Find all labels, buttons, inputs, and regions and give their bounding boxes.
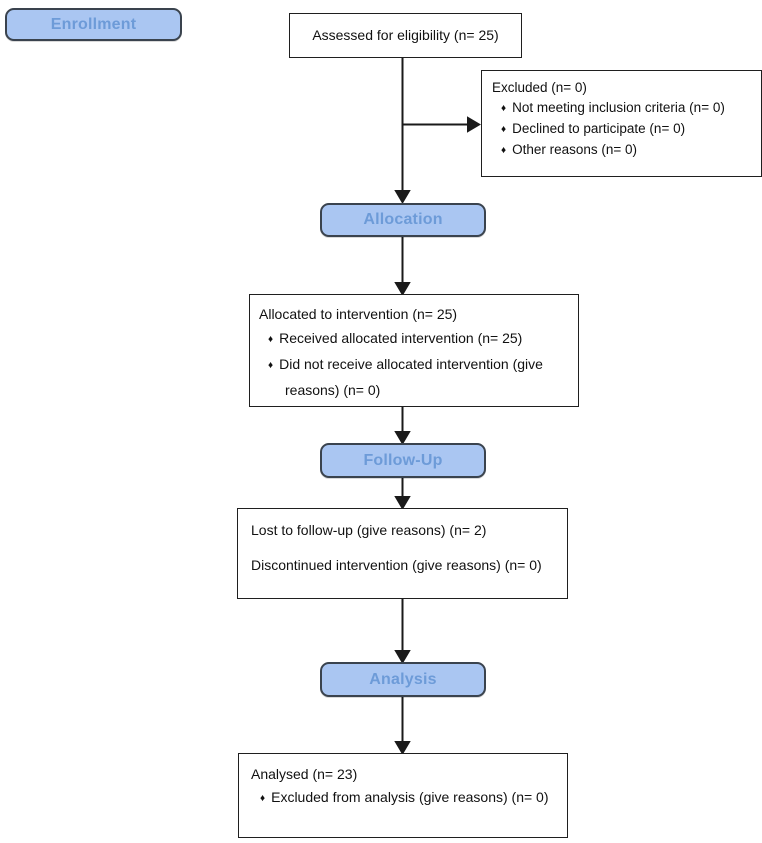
allocated-bullet-text: Received allocated intervention (n= 25) (279, 330, 523, 346)
arrow-analysis-to-analysed (396, 697, 409, 753)
enrollment-stage-pill (5, 8, 182, 41)
allocation-stage-pill (320, 203, 486, 237)
enrollment-stage-label: Enrollment (50, 15, 137, 33)
followup-outcome-box (237, 508, 568, 599)
allocation-stage-label: Allocation (363, 211, 443, 228)
arrow-assessed-to-allocation (396, 58, 409, 202)
allocated-bullet-text: Did not receive allocated intervention (give reasons) (n= 0) (279, 356, 543, 398)
analysed-bullet-item (251, 786, 559, 810)
diamond-bullet-icon: ♦ (501, 145, 507, 156)
diamond-bullet-icon: ♦ (268, 360, 274, 371)
followup-stage-pill (320, 443, 486, 478)
excluded-bullet-text: Declined to participate (n= 0) (512, 121, 686, 136)
excluded-bullet-item (492, 98, 755, 119)
assessed-eligibility-text: Assessed for eligibility (n= 25) (312, 27, 499, 43)
allocated-box (249, 294, 579, 407)
diamond-bullet-icon: ♦ (501, 103, 507, 114)
followup-stage-label: Follow-Up (363, 451, 443, 469)
analysed-bullet-text: Excluded from analysis (give reasons) (n= 0) (271, 789, 549, 805)
analysed-box (238, 753, 568, 838)
excluded-bullet-text: Other reasons (n= 0) (512, 142, 638, 157)
excluded-box (481, 70, 762, 177)
diamond-bullet-icon: ♦ (260, 793, 266, 804)
diamond-bullet-icon: ♦ (268, 334, 274, 345)
arrow-followup-to-lost (396, 478, 409, 508)
excluded-title: Excluded (n= 0) (492, 80, 587, 95)
analysed-title: Analysed (n= 23) (251, 766, 358, 782)
analysis-stage-pill (320, 662, 486, 697)
excluded-bullet-item (492, 119, 755, 140)
excluded-bullet-item (492, 140, 755, 161)
analysis-stage-label: Analysis (369, 670, 437, 688)
arrow-allocated-to-followup (396, 407, 409, 443)
diamond-bullet-icon: ♦ (501, 124, 507, 135)
arrow-branch-to-excluded (403, 118, 480, 131)
excluded-bullet-text: Not meeting inclusion criteria (n= 0) (512, 100, 725, 115)
arrow-lost-to-analysis (396, 599, 409, 662)
assessed-eligibility-box (289, 13, 522, 58)
allocated-bullet-item (259, 352, 570, 402)
allocated-title: Allocated to intervention (n= 25) (259, 306, 458, 322)
allocated-bullet-item (259, 326, 570, 352)
arrow-allocation-to-allocated (396, 237, 409, 294)
discontinued-intervention-text: Discontinued intervention (give reasons) (n= 0) (251, 557, 542, 573)
lost-to-followup-text: Lost to follow-up (give reasons) (n= 2) (251, 522, 487, 538)
